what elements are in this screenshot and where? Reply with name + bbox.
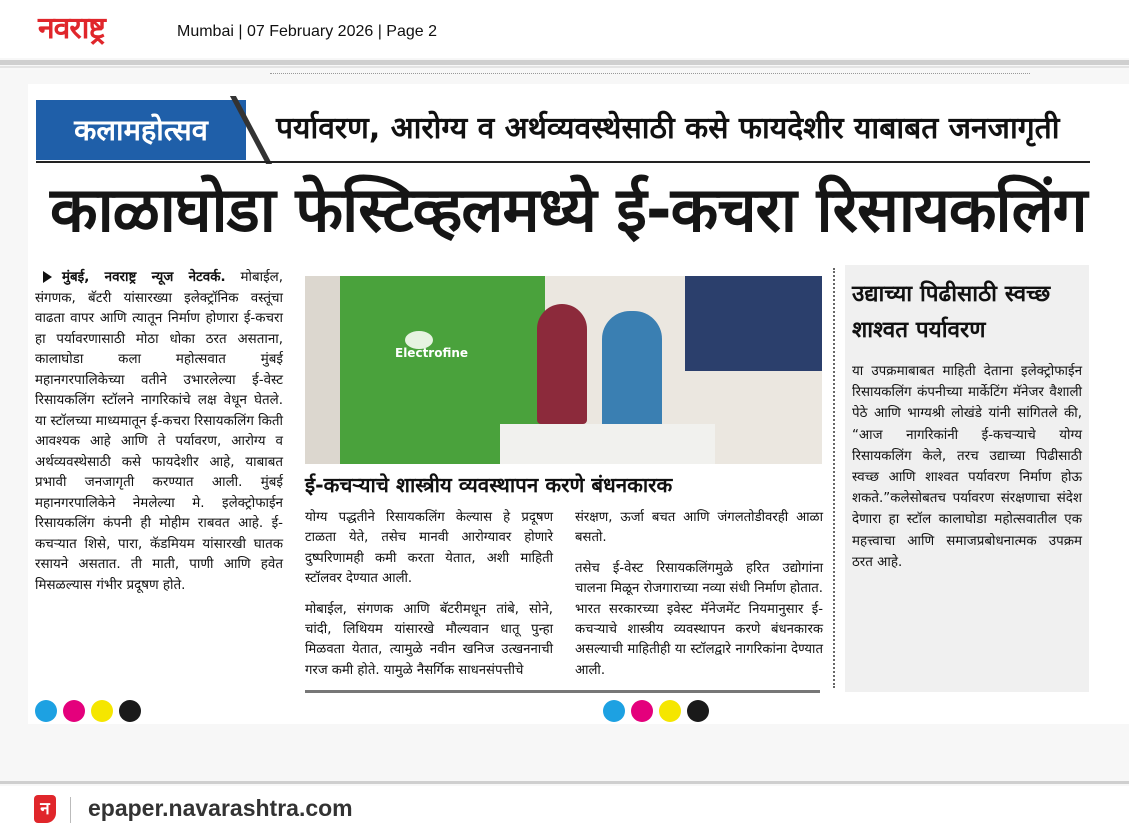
article-headline: काळाघोडा फेस्टिव्हलमध्ये ई-कचरा रिसायकलिंग	[50, 173, 1087, 246]
person-right	[602, 311, 662, 431]
paragraph: योग्य पद्धतीने रिसायकलिंग केल्यास हे प्रदूषण टाळता येते, तसेच मानवी आरोग्यावर होणारे दुष्परिणामही कमी करता येतात, अशी माहिती स्टॉलवर देण्यात आली.	[305, 510, 553, 587]
magenta-dot-icon	[63, 700, 85, 722]
header-divider	[0, 60, 1129, 65]
sidebar-heading: उद्याच्या पिढीसाठी स्वच्छ शाश्वत पर्यावरण	[852, 281, 1051, 343]
footer-divider	[0, 781, 1129, 784]
kicker-underline	[36, 161, 1090, 163]
sidebar-body: या उपक्रमाबाबत माहिती देताना इलेक्ट्रोफाईन रिसायकलिंग कंपनीच्या मार्केटिंग मॅनेजर वैशाली पेठे आणि भाग्यश्री लोखंडे यांनी सांगितले की, “आज नागरिकांनी ई-कचऱ्याचे योग्य रिसायकलिंग केले, तरच उद्याच्या पिढीसाठी स्वच्छ आणि शाश्वत पर्यावरण निर्माण होऊ शकते.”कलेसोबतच पर्यावरण संरक्षणाचा संदेश देणारा हा स्टॉल कालाघोडा महोत्सवातील एक महत्त्वाचा आणि समाजप्रबोधनात्मक उपक्रम ठरत आहे.	[852, 364, 1082, 570]
registration-marks-center	[603, 700, 709, 722]
article-subhead: ई-कचऱ्याचे शास्त्रीय व्यवस्थापन करणे बंधनकारक	[305, 473, 673, 497]
navarashtra-footer-logo[interactable]: न	[34, 795, 56, 823]
epaper-url-link[interactable]: epaper.navarashtra.com	[88, 795, 353, 821]
adjacent-article-edge	[1104, 100, 1129, 700]
header-divider-thin	[0, 66, 1129, 68]
left-body-text: मोबाईल, संगणक, बॅटरी यांसारख्या इलेक्ट्रॉनिक वस्तूंचा वाढता वापर आणि त्यातून निर्माण होणारा ई-कचरा हा पर्यावरणासाठी मोठा धोका ठरत असताना, कालाघोडा कला महोत्सवात मुंबई महानगरपालिकेच्या वतीने उभारलेल्या ई-वेस्ट रिसायकलिंग स्टॉलने नागरिकांचे लक्ष वेधून घेतले. या स्टॉलच्या माध्यमातून ई-कचरा रिसायकलिंग किती आवश्यक आहे आणि ते पर्यावरण, आरोग्य व अर्थव्यवस्थेसाठी कसे फायदेशीर आहे, याबाबत प्रभावी जनजागृती करण्यात आली. मुंबई महानगरपालिकेने नेमलेल्या मे. इलेक्ट्रोफाईन रिसायकलिंग कंपनी ही मोहीम राबवत आहे. ई-कचऱ्यात शिसे, पारा, कॅडमियम यांसारखी घातक रसायने असतात. ती माती, पाणी आणि हवेत मिसळल्यास गंभीर प्रदूषण होते.	[35, 270, 283, 593]
wall-poster	[685, 276, 822, 371]
person-left	[537, 304, 587, 424]
bullet-triangle-icon	[43, 271, 52, 283]
section-tag: कलामहोत्सव	[36, 100, 246, 160]
registration-marks-left	[35, 700, 141, 722]
magenta-dot-icon	[631, 700, 653, 722]
footer-separator	[70, 797, 71, 823]
middle-column-2	[575, 508, 823, 691]
stall-table	[500, 424, 715, 464]
navarashtra-logo[interactable]: नवराष्ट्र	[38, 11, 105, 46]
edition-dateline: Mumbai | 07 February 2026 | Page 2	[177, 23, 438, 40]
bleed-through-line	[270, 73, 1030, 78]
left-column	[35, 268, 283, 596]
article-kicker: पर्यावरण, आरोग्य व अर्थव्यवस्थेसाठी कसे फायदेशीर याबाबत जनजागृती	[276, 111, 1060, 146]
middle-column-1	[305, 508, 553, 691]
paragraph: तसेच ई-वेस्ट रिसायकलिंगमुळे हरित उद्योगांना चालना मिळून रोजगाराच्या नव्या संधी निर्माण होतात. भारत सरकारच्या इवेस्ट मॅनेजमेंट नियमानुसार ई-कचऱ्याचे शास्त्रीय व्यवस्थापन करणे बंधनकारक असल्याची माहितीही या स्टॉलद्वारे नागरिकांना देण्यात आली.	[575, 560, 823, 678]
cyan-dot-icon	[603, 700, 625, 722]
masthead-bar	[0, 0, 1129, 58]
black-dot-icon	[119, 700, 141, 722]
yellow-dot-icon	[91, 700, 113, 722]
dotted-column-separator	[833, 268, 835, 688]
article-photo[interactable]	[305, 276, 822, 464]
banner-brand-text: Electrofine	[395, 346, 469, 360]
yellow-dot-icon	[659, 700, 681, 722]
column-bottom-rule	[305, 690, 820, 693]
black-dot-icon	[687, 700, 709, 722]
paragraph: मोबाईल, संगणक आणि बॅटरीमधून तांबे, सोने, चांदी, लिथियम यांसारखे मौल्यवान धातू पुन्हा मिळवता येतात, त्यामुळे नवीन खनिज उत्खननाची गरज कमी होते. यामुळे नैसर्गिक साधनसंपत्तीचे	[305, 601, 553, 678]
news-dateline: मुंबई, नवराष्ट्र न्यूज नेटवर्क.	[62, 270, 226, 285]
paragraph: संरक्षण, ऊर्जा बचत आणि जंगलतोडीवरही आळा बसतो.	[575, 510, 823, 546]
cyan-dot-icon	[35, 700, 57, 722]
